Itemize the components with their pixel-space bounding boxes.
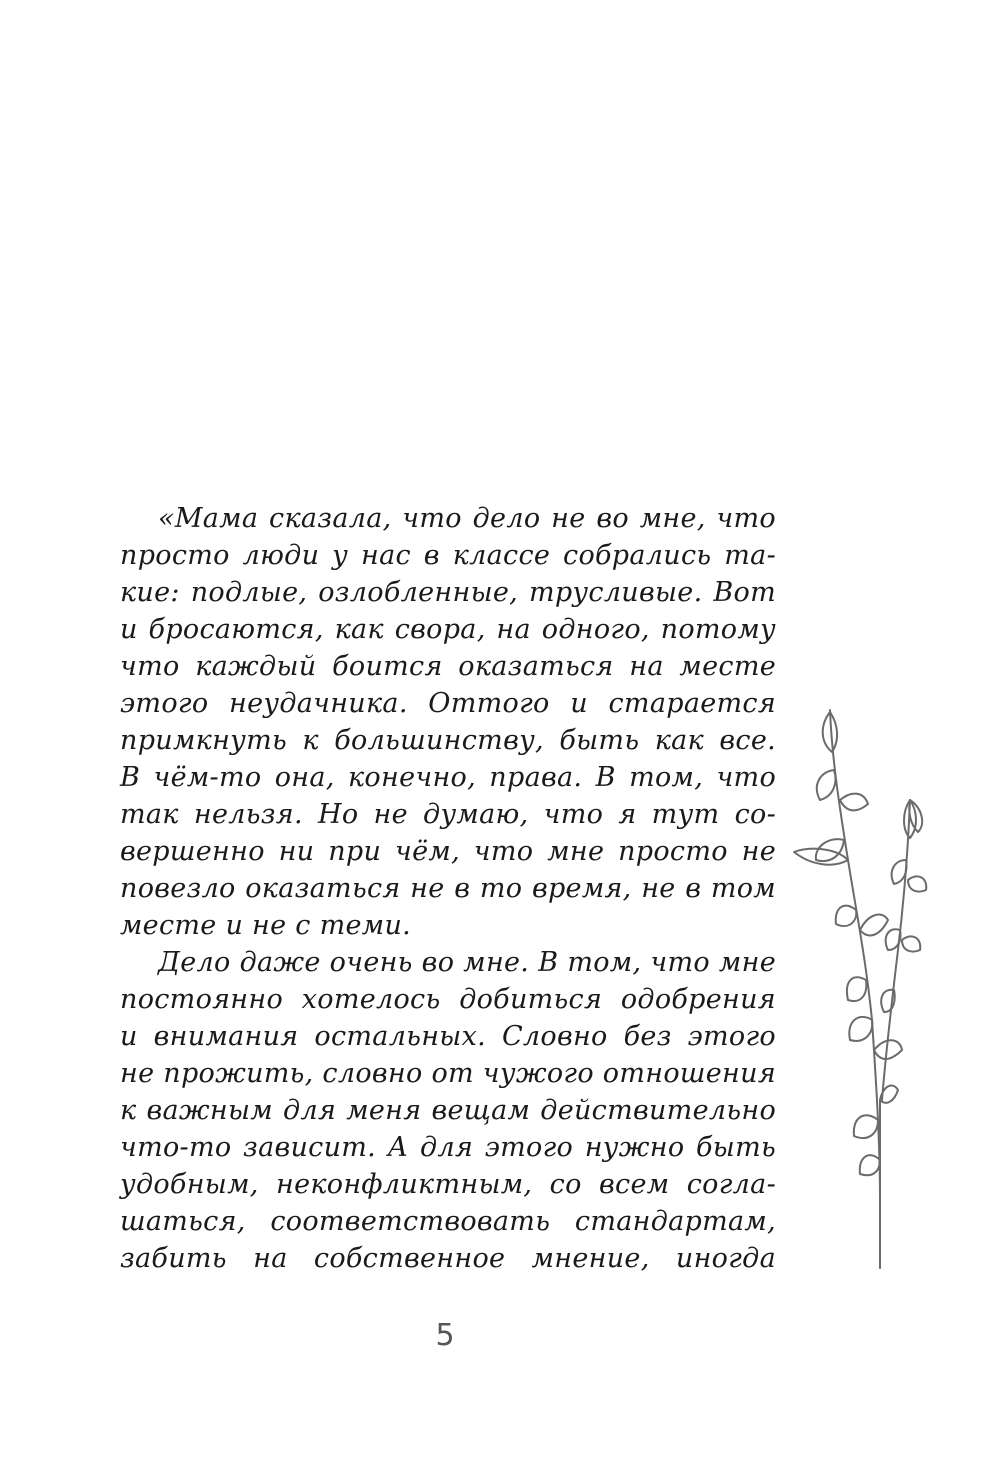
text-line: так нельзя. Но не думаю, что я тут со- xyxy=(120,799,776,830)
text-line: «Мама сказала, что дело не во мне, что xyxy=(158,503,776,534)
text-line: кие: подлые, озлобленные, трусливые. Вот xyxy=(120,577,776,608)
text-line: к важным для меня вещам действительно xyxy=(120,1095,776,1126)
text-line: и внимания остальных. Словно без этого xyxy=(120,1021,776,1052)
text-line: не прожить, словно от чужого отношения xyxy=(120,1058,776,1089)
text-line: шаться, соответствовать стандартам, xyxy=(120,1206,776,1237)
text-line: что-то зависит. А для этого нужно быть xyxy=(120,1132,776,1163)
text-line: Дело даже очень во мне. В том, что мне xyxy=(158,947,776,978)
page-number: 5 xyxy=(435,1318,455,1353)
text-line: вершенно ни при чём, что мне просто не xyxy=(120,836,776,867)
text-line: удобным, неконфликтным, со всем согла- xyxy=(120,1169,776,1200)
botanical-sprig-icon xyxy=(790,700,940,1280)
text-line: примкнуть к большинству, быть как все. xyxy=(120,725,776,756)
text-line: что каждый боится оказаться на месте xyxy=(120,651,776,682)
text-line: повезло оказаться не в то время, не в том xyxy=(120,873,776,904)
text-line: постоянно хотелось добиться одобрения xyxy=(120,984,776,1015)
text-line: забить на собственное мнение, иногда xyxy=(120,1243,776,1274)
text-line: месте и не с теми. xyxy=(120,910,412,941)
body-text xyxy=(120,500,776,1277)
text-line: просто люди у нас в классе собрались та- xyxy=(120,540,776,571)
text-line: и бросаются, как свора, на одного, потому xyxy=(120,614,776,645)
text-line: этого неудачника. Оттого и старается xyxy=(120,688,776,719)
text-line: В чём-то она, конечно, права. В том, что xyxy=(120,762,776,793)
